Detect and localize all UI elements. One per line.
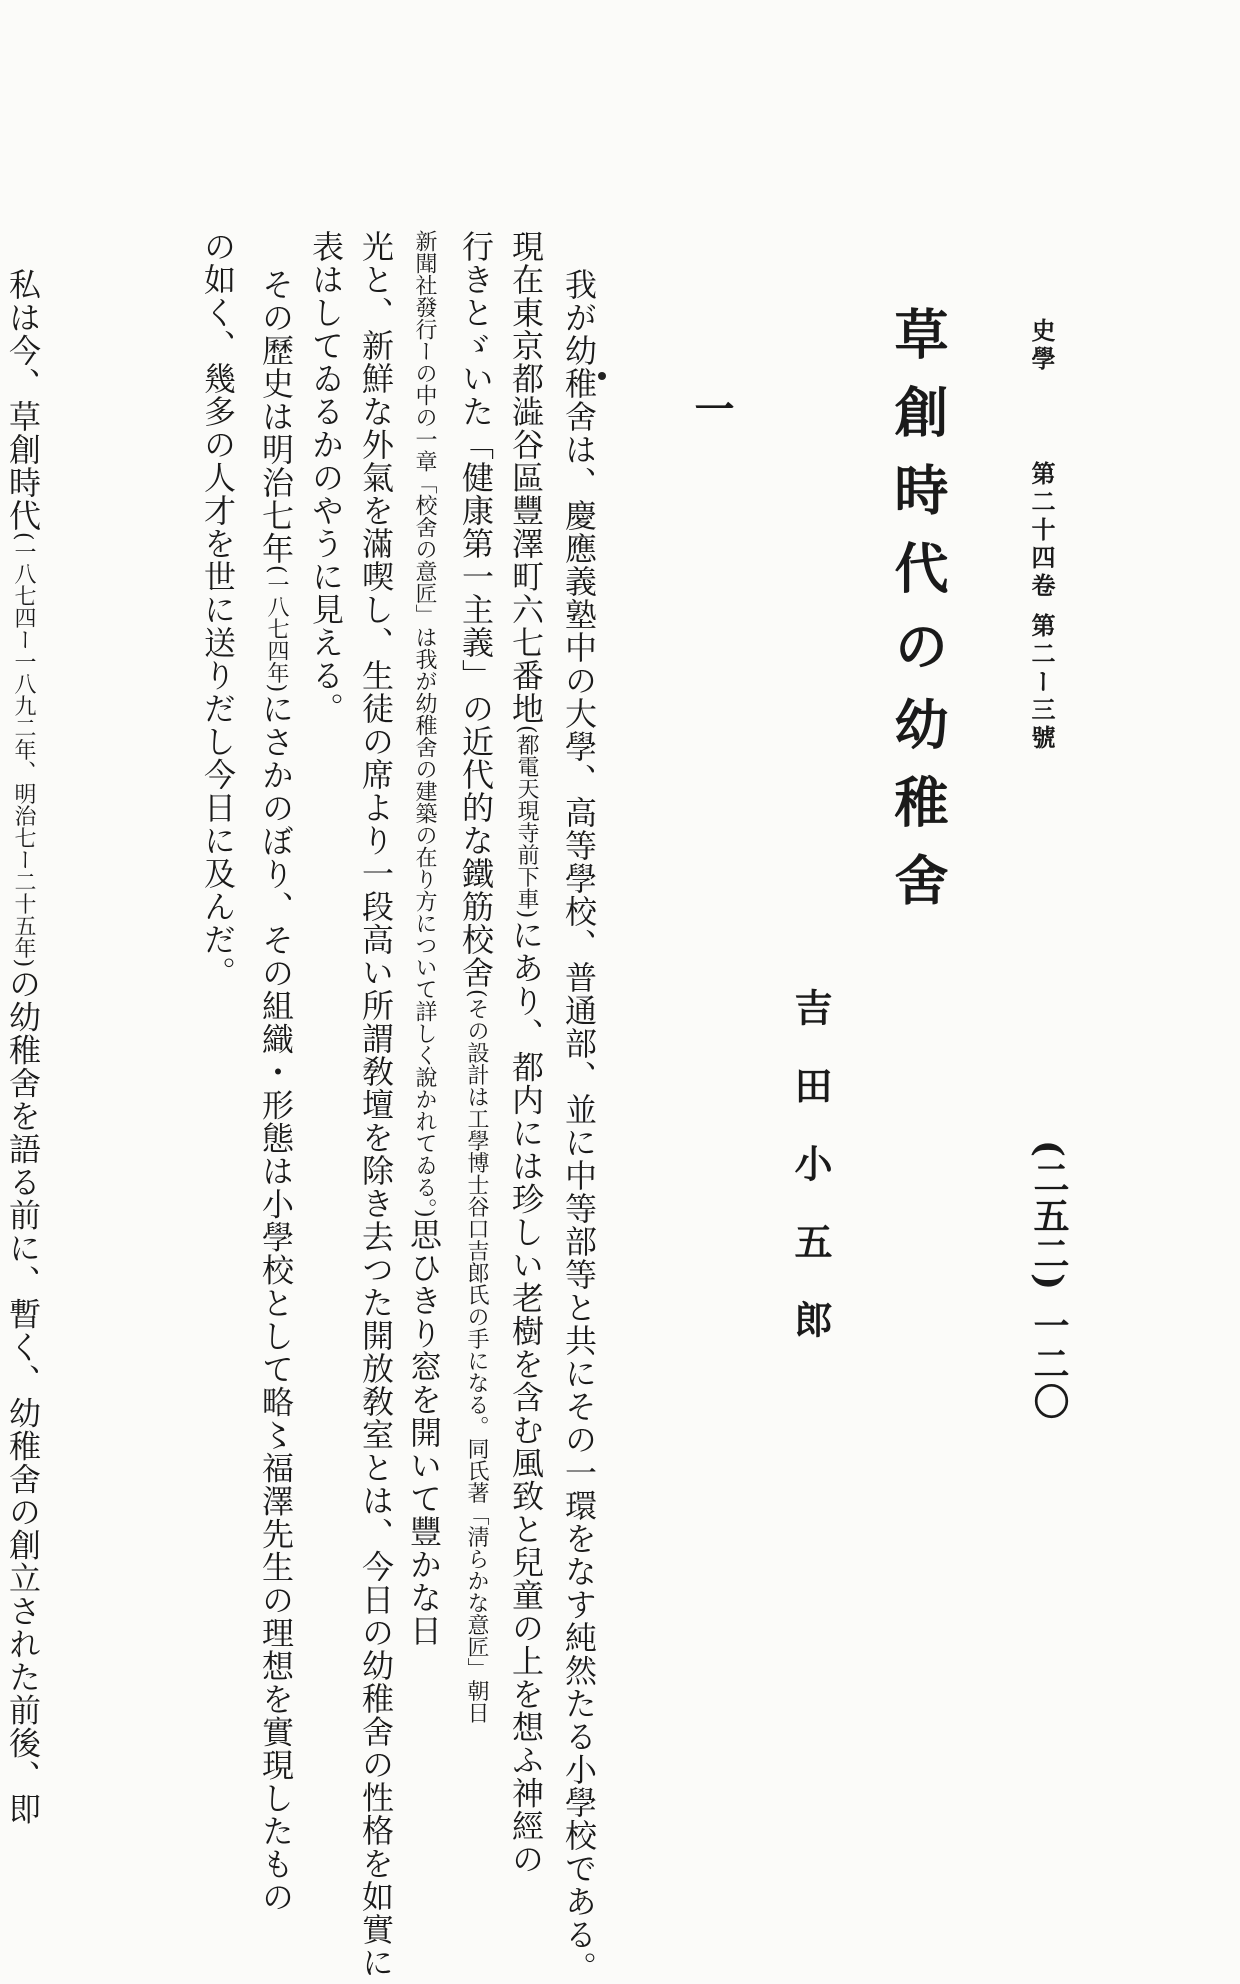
text-line: の如く、幾多の人才を世に送りだし今日に及んだ。 <box>199 230 237 989</box>
text-segment: にさかのぼり、その組織・形態は小學校として略〻福澤先生の理想を實現したもの <box>257 692 295 1914</box>
article-title: 草創時代の幼稚舍 <box>886 306 950 930</box>
text-segment: 行きとゞいた「健康第一主義」の近代的な鐵筋校舍 <box>457 230 495 989</box>
inline-note: (都電天現寺前下車) <box>514 725 539 919</box>
text-segment: 思ひきり窓を開いて豐かな日 <box>405 1217 443 1647</box>
article-author: 吉田小五郎 <box>788 988 833 1378</box>
text-line <box>503 230 549 1875</box>
journal-header <box>1024 318 1059 753</box>
text-line <box>453 230 499 1724</box>
inline-note: (一八七四年) <box>264 565 289 693</box>
page-number: (二五二) 一二〇 <box>1028 1140 1070 1421</box>
text-segment: 現在東京都澁谷區豐澤町六七番地 <box>507 230 545 725</box>
text-segment: 私は今、草創時代 <box>4 268 42 532</box>
text-line: 我が幼稚舍は、慶應義塾中の大學、高等學校、普通部、並に中等部等と共にその一環をなす純然たる小學校である。 <box>560 268 598 1984</box>
text-line: 表はしてゐるかのやうに見える。 <box>307 230 345 725</box>
inline-note: 新聞社發行ーの中の一章「校舍の意匠」は我が幼稚舍の建築の在り方について詳しく說かれてゐる。) <box>412 230 437 1218</box>
section-number: 一 <box>688 388 735 428</box>
ink-dot <box>598 372 606 380</box>
inline-note: (その設計は工學博士谷口吉郎氏の手になる。同氏著「淸らかな意匠」朝日 <box>464 989 489 1724</box>
text-line <box>401 230 447 1647</box>
text-line: 光と、新鮮な外氣を滿喫し、生徒の席より一段高い所謂敎壇を除き去つた開放敎室とは、今日の幼稚舍の性格を如實に <box>357 230 395 1979</box>
text-line <box>253 268 299 1913</box>
text-segment: その歷史は明治七年 <box>257 268 295 565</box>
journal-name: 史學 <box>1027 318 1056 374</box>
journal-issue: 第二十四卷 第二ー三號 <box>1027 460 1056 754</box>
text-line <box>0 268 46 1825</box>
inline-note: (一八七四ー一八九二年、明治七ー二十五年) <box>11 532 36 968</box>
text-segment: の幼稚舍を語る前に、暫く、幼稚舍の創立された前後、即 <box>4 967 42 1826</box>
text-segment: にあり、都内には珍しい老樹を含む風致と兒童の上を想ふ神經の <box>507 918 545 1876</box>
